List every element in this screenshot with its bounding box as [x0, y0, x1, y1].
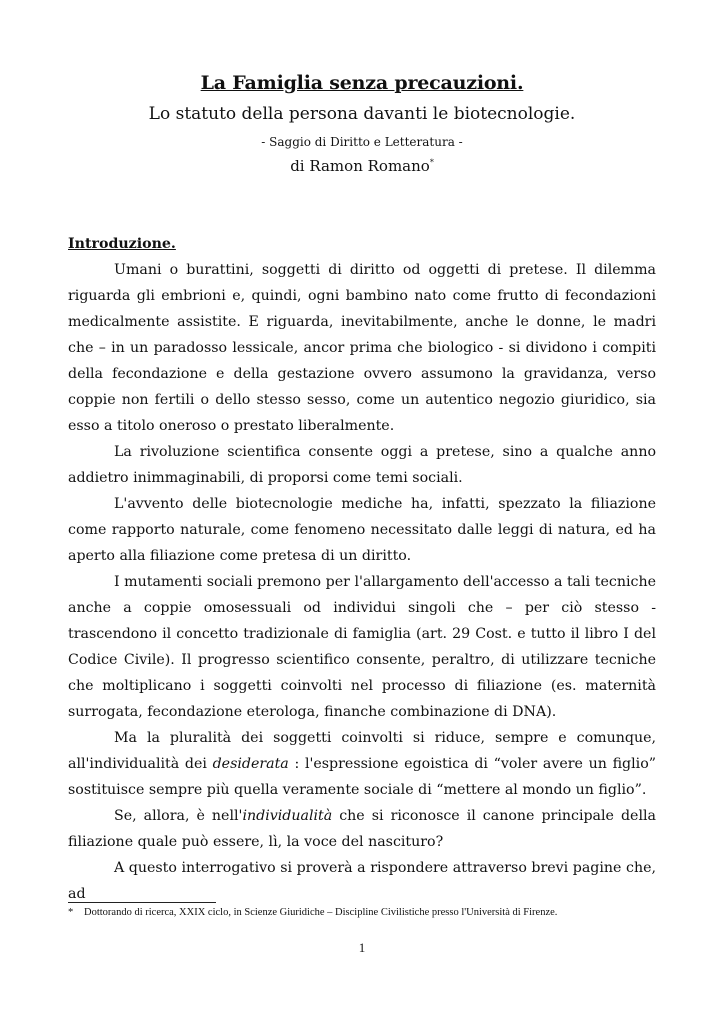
document-body — [68, 231, 656, 907]
paragraph-6 — [68, 803, 656, 855]
paragraph-6-text-a: Se, allora, è nell' — [114, 808, 243, 824]
page-number: 1 — [358, 940, 366, 955]
paragraph-5-text-b: : l'espressione egoistica di “voler avere un figlio” sostituisce sempre più quella veramente sociale di “mettere al mondo un figlio”. — [68, 756, 656, 798]
paragraph-3: L'avvento delle biotecnologie mediche ha, infatti, spezzato la filiazione come rapporto naturale, come fenomeno necessitato dalle leggi di natura, ed ha aperto alla filiazione come pretesa di un diritto. — [68, 496, 656, 564]
footnote-separator — [68, 902, 216, 903]
document-author — [0, 157, 724, 175]
author-footnote-mark: * — [429, 158, 434, 167]
paragraph-6-text-b: che si riconosce il canone principale della filiazione quale può essere, lì, la voce del nascituro? — [68, 808, 656, 850]
paragraph-6-emphasis: individualità — [242, 808, 333, 824]
author-name: di Ramon Romano — [290, 157, 430, 175]
paragraph-1: Umani o burattini, soggetti di diritto od oggetti di pretese. Il dilemma riguarda gli embrioni e, quindi, ogni bambino nato come frutto di fecondazioni medicalmente assistite. E riguarda, inevitabilmente, anche le donne, le madri che – in un paradosso lessicale, ancor prima che biologico - si dividono i compiti della fecondazione e della gestazione ovvero assumono la gravidanza, verso coppie non fertili o dello stesso sesso, come un autentico negozio giuridico, sia esso a titolo oneroso o prestato liberalmente. — [68, 262, 656, 434]
paragraph-7: A questo interrogativo si proverà a rispondere attraverso brevi pagine che, ad — [68, 860, 656, 902]
footnote-mark: * — [68, 907, 74, 918]
paragraph-5 — [68, 725, 656, 803]
paragraph-4: I mutamenti sociali premono per l'allargamento dell'accesso a tali tecniche anche a coppie omosessuali od individui singoli che – per ciò stesso - trascendono il concetto tradizionale di famiglia (art. 29 Cost. e tutto il libro I del Codice Civile). Il progresso scientifico consente, peraltro, di utilizzare tecniche che moltiplicano i soggetti coinvolti nel processo di filiazione (es. maternità surrogata, fecondazione eterologa, finanche combinazione di DNA). — [68, 574, 656, 720]
section-heading: Introduzione. — [68, 236, 176, 252]
document-genre: - Saggio di Diritto e Letteratura - — [261, 135, 463, 149]
paragraph-2: La rivoluzione scientifica consente oggi a pretese, sino a qualche anno addietro inimmaginabili, di proporsi come temi sociali. — [68, 444, 656, 486]
footnote — [68, 906, 668, 920]
paragraph-5-text-a: Ma la pluralità dei soggetti coinvolti si riduce, sempre e comunque, all'individualità dei — [68, 730, 656, 772]
document-title: La Famiglia senza precauzioni. — [200, 72, 524, 94]
document-subtitle: Lo statuto della persona davanti le biotecnologie. — [148, 104, 576, 124]
footnote-text: Dottorando di ricerca, XXIX ciclo, in Scienze Giuridiche – Discipline Civilistiche presso l'Università di Firenze. — [84, 907, 558, 918]
paragraph-5-emphasis: desiderata — [212, 756, 289, 772]
